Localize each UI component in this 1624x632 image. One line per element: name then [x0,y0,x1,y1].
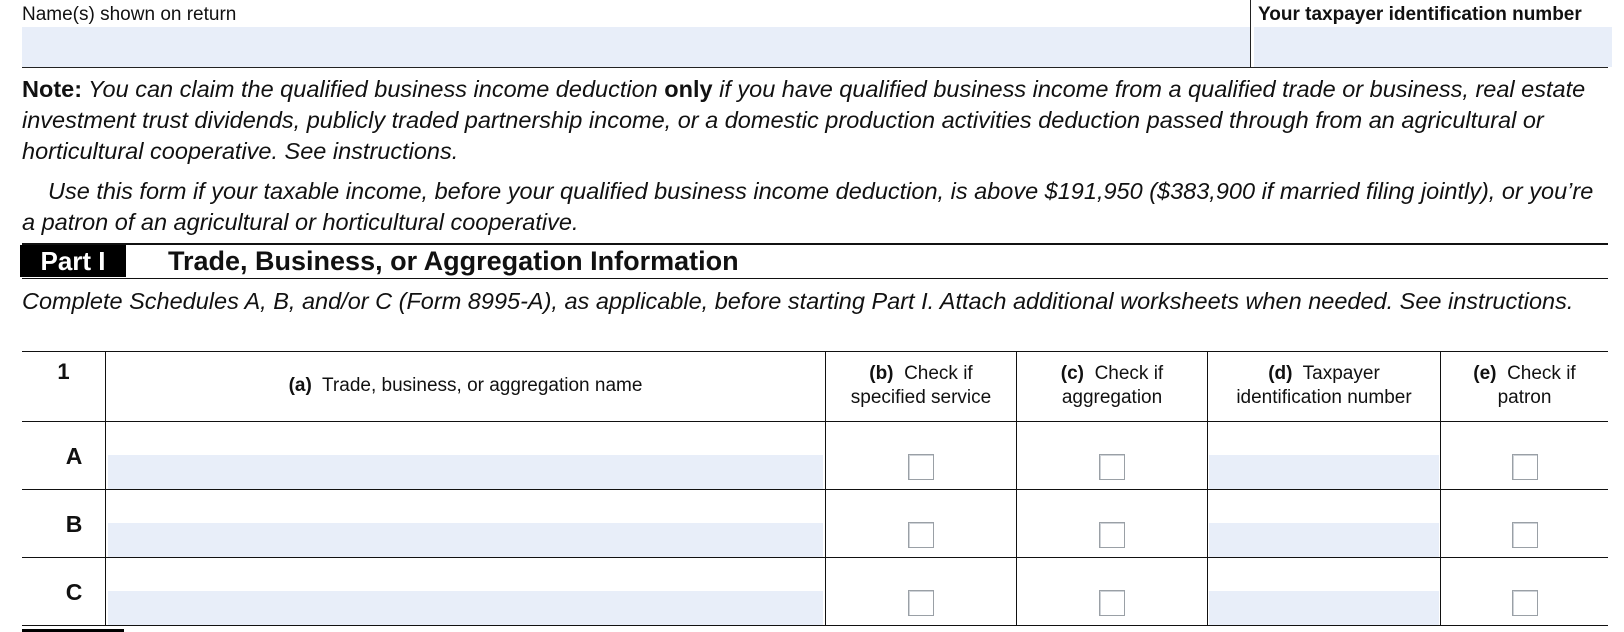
column-label-line1: Check if [1094,363,1164,384]
row-a-patron-checkbox[interactable] [1512,454,1538,480]
trade-business-table [22,351,1608,632]
table-rule [22,625,1608,626]
name-on-return-input[interactable] [22,27,1251,67]
line-number: 1 [57,359,70,384]
column-header-b [826,351,1016,421]
column-label: Trade, business, or aggregation name [322,375,643,396]
row-c-specified-service-checkbox[interactable] [908,590,934,616]
column-label-line1: Check if [904,363,973,384]
column-label-line2: specified service [850,387,992,408]
row-a-specified-service-checkbox[interactable] [908,454,934,480]
table-rule [22,489,1608,490]
column-label-line1: Check if [1507,363,1576,384]
taxpayer-id-label: Your taxpayer identification number [1258,4,1582,25]
row-label-c: C [65,579,83,605]
note-paragraph [22,74,1612,167]
row-b-aggregation-checkbox[interactable] [1099,522,1125,548]
row-a-name-input[interactable] [108,455,823,489]
column-letter: (a) [288,375,312,396]
row-c-name-input[interactable] [108,591,823,625]
column-label-line2: aggregation [1061,387,1163,408]
row-a-aggregation-checkbox[interactable] [1099,454,1125,480]
column-label-line2: patron [1497,387,1552,408]
table-rule [22,421,1608,422]
column-header-e [1441,351,1608,421]
row-b-patron-checkbox[interactable] [1512,522,1538,548]
column-header-d [1208,351,1440,421]
note-text-after: if you have qualified business income from a qualified trade or business, real estate investment trust dividends, publicly traded partnership income, or a domestic production activities deduction passed through from an agricultural or horticultural cooperative. See instructions. [22,76,1586,164]
part-title: Trade, Business, or Aggregation Information [168,246,739,276]
column-letter: (d) [1268,363,1293,384]
column-letter: (e) [1473,363,1497,384]
column-header-a [106,351,825,421]
header-rule [22,67,1608,68]
name-on-return-label: Name(s) shown on return [22,4,237,25]
part-instructions: Complete Schedules A, B, and/or C (Form 8995-A), as applicable, before starting Part I. Attach additional worksheets when needed. See instructions. [22,288,1574,314]
column-letter: (b) [869,363,894,384]
row-c-patron-checkbox[interactable] [1512,590,1538,616]
note-text-before: You can claim the qualified business income deduction [82,76,665,102]
row-label-b: B [65,511,83,537]
part-rule-bottom [22,278,1608,279]
note-emphasis: only [664,76,713,102]
column-letter: (c) [1060,363,1085,384]
row-c-tin-input[interactable] [1209,591,1439,625]
row-label-a: A [65,443,83,469]
taxpayer-id-input[interactable] [1254,27,1612,67]
row-a-tin-input[interactable] [1209,455,1439,489]
use-form-paragraph: Use this form if your taxable income, before your qualified business income deduction, is above $191,950 ($383,900 if married filing jointly), or you’re a patron of an agricultural or horticultural cooperative. [22,178,1594,235]
note-label: Note: [22,76,83,102]
row-b-specified-service-checkbox[interactable] [908,522,934,548]
column-header-c [1017,351,1207,421]
part-badge: Part I [20,245,126,277]
row-b-tin-input[interactable] [1209,523,1439,557]
table-rule [22,557,1608,558]
column-label-line2: identification number [1236,387,1412,408]
header-divider [1250,0,1251,67]
row-b-name-input[interactable] [108,523,823,557]
column-label-line1: Taxpayer [1302,363,1380,384]
row-c-aggregation-checkbox[interactable] [1099,590,1125,616]
